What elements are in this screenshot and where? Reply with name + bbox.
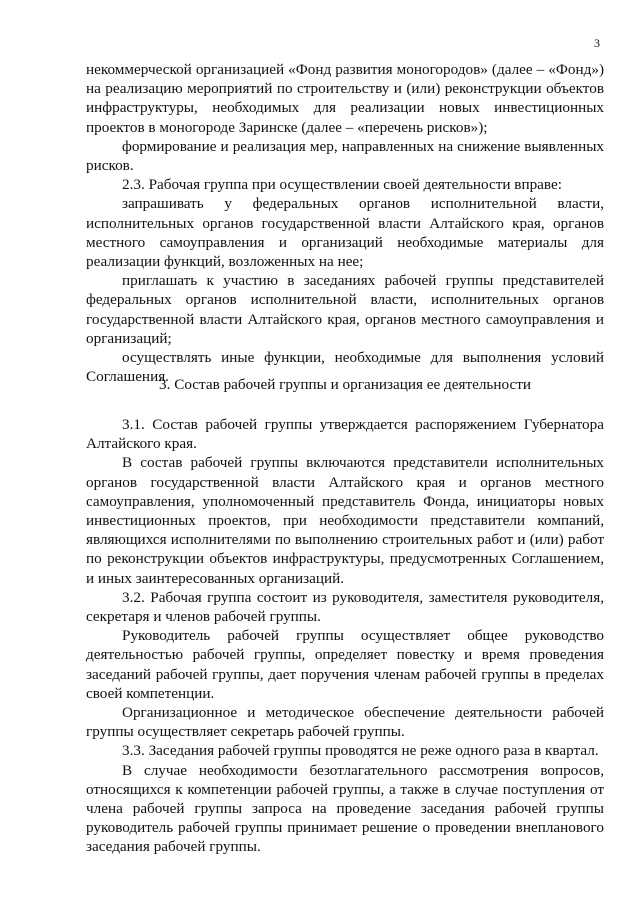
paragraph: осуществлять иные функции, необходимые для выполнения условий Соглашения. bbox=[86, 349, 604, 386]
paragraph: некоммерческой организацией «Фонд развития моногородов» (далее – «Фонд») на реализацию мероприятий по строительству и (или) реконструкции объектов инфраструктуры, необходимых для реализации новых инвестиционных проектов в моногороде Заринске (далее – «перечень рисков»); bbox=[86, 61, 604, 136]
paragraph: 3.3. Заседания рабочей группы проводятся не реже одного раза в квартал. bbox=[122, 742, 599, 760]
paragraph: 3.2. Рабочая группа состоит из руководителя, заместителя руководителя, секретаря и членов рабочей группы. bbox=[86, 588, 604, 626]
paragraph: запрашивать у федеральных органов исполнительной власти, исполнительных органов государственной власти Алтайского края, органов местного самоуправления и организаций необходимые материалы для реализации функций, возложенных на нее; bbox=[86, 195, 604, 271]
paragraph: Руководитель рабочей группы осуществляет общее руководство деятельностью рабочей группы, определяет повестку и время проведения заседаний рабочей группы, дает поручения членам рабочей группы в пределах своей компетенции. bbox=[86, 627, 604, 702]
body-text-top bbox=[86, 60, 604, 386]
body-text-bottom bbox=[86, 415, 604, 857]
paragraph: 2.3. Рабочая группа при осуществлении своей деятельности вправе: bbox=[122, 176, 562, 194]
section-heading-block bbox=[86, 375, 604, 394]
paragraph: В состав рабочей группы включаются представители исполнительных органов государственной власти Алтайского края и органов местного самоуправления, уполномоченный представитель Фонда, инициаторы новых инвестиционных проектов, при необходимости представители компаний, являющихся исполнителями по выполнению строительных работ и (или) работ по реконструкции объектов инфраструктуры, предусмотренных Соглашением, и иных заинтересованных организаций. bbox=[86, 454, 604, 587]
paragraph: Организационное и методическое обеспечение деятельности рабочей группы осуществляет секретарь рабочей группы. bbox=[86, 704, 604, 741]
page-number: 3 bbox=[594, 36, 600, 50]
paragraph: приглашать к участию в заседаниях рабочей группы представителей федеральных органов исполнительной власти, исполнительных органов государственной власти Алтайского края, органов местного самоуправления и организаций; bbox=[86, 272, 604, 347]
paragraph: 3.1. Состав рабочей группы утверждается распоряжением Губернатора Алтайского края. bbox=[86, 416, 604, 453]
paragraph: В случае необходимости безотлагательного рассмотрения вопросов, относящихся к компетенции рабочей группы, а также в случае поступления от члена рабочей группы запроса на проведение заседания рабочей группы руководитель рабочей группы принимает решение о проведении внепланового заседания рабочей группы. bbox=[86, 761, 604, 856]
section-heading: 3. Состав рабочей группы и организация ее деятельности bbox=[159, 376, 531, 393]
paragraph: формирование и реализация мер, направленных на снижение выявленных рисков. bbox=[86, 137, 604, 175]
